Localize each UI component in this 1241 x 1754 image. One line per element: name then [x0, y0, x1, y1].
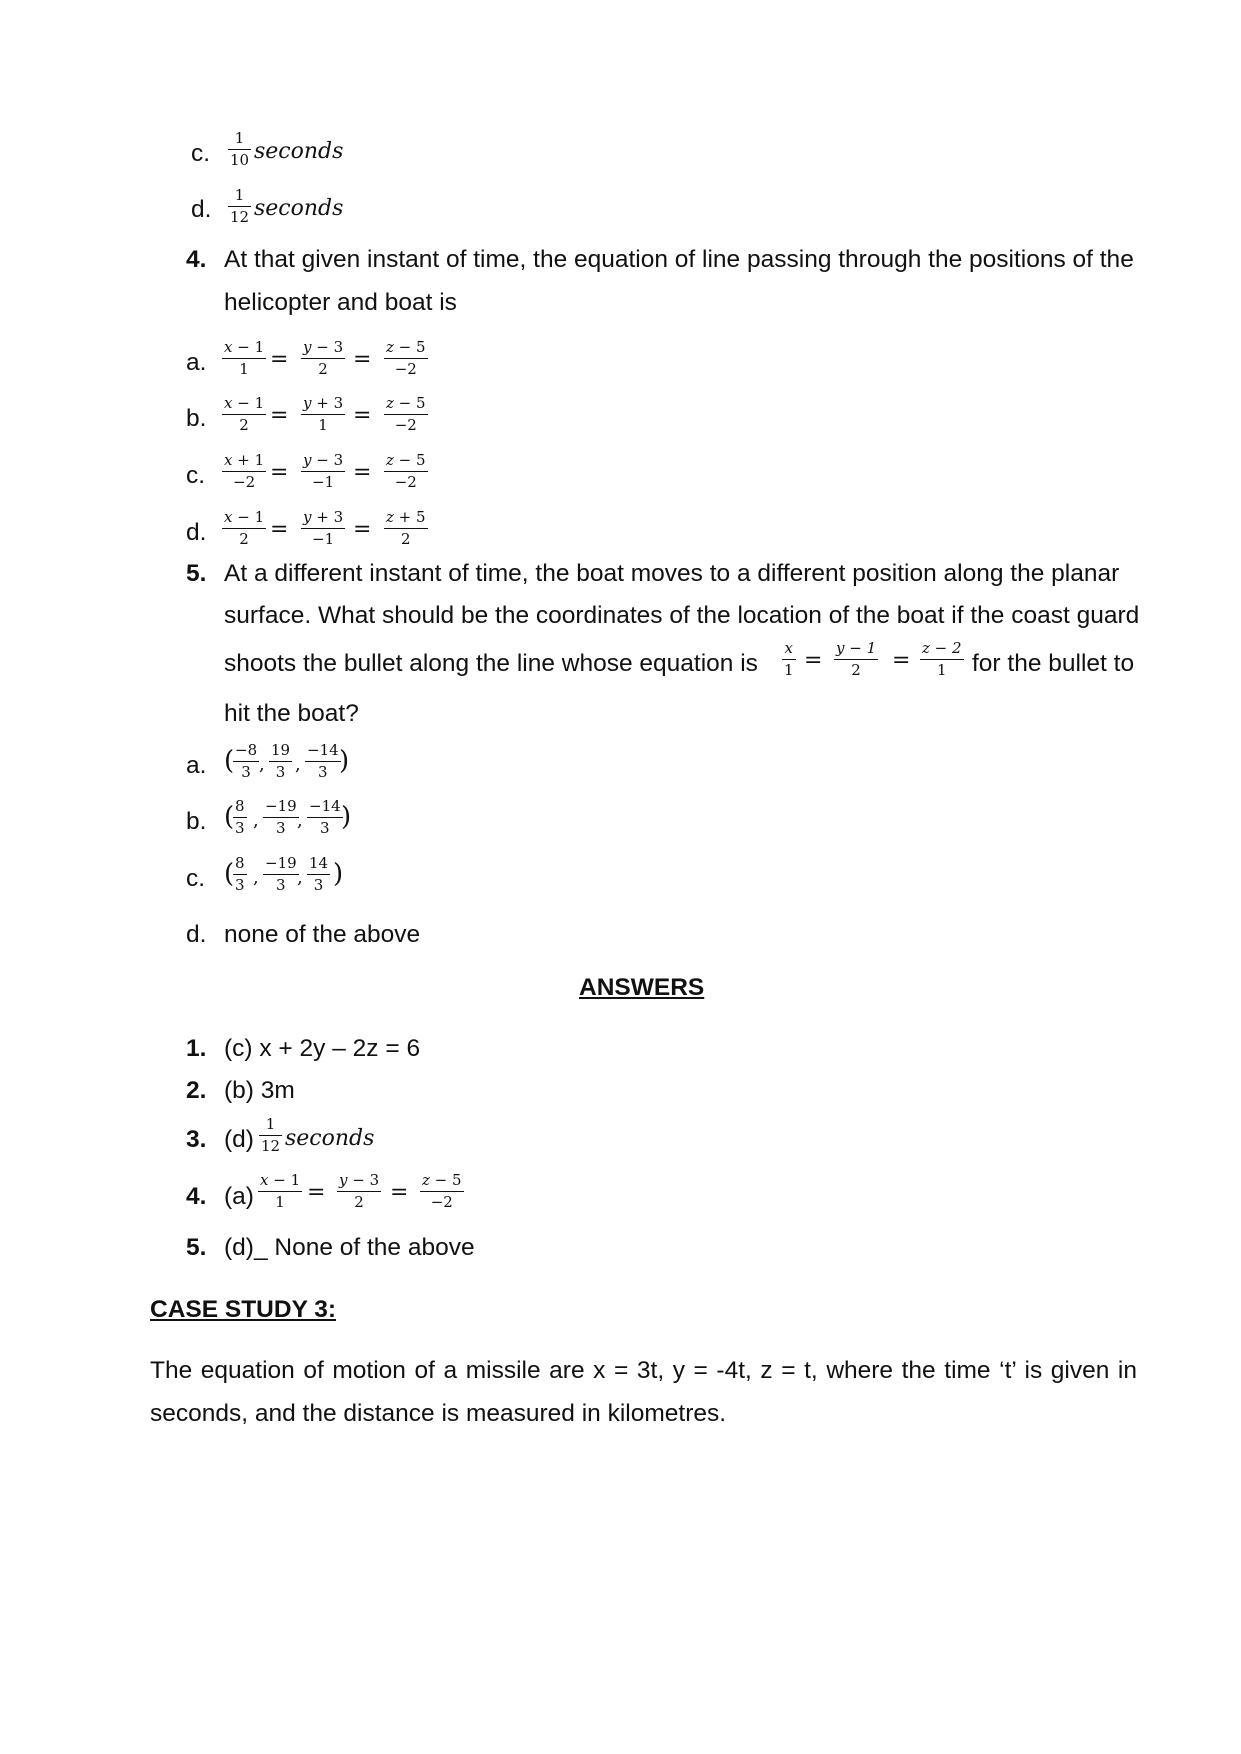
fraction: $\frac{1}{12}$: [230, 186, 250, 226]
fraction: $\frac{x - 1}{1}$: [224, 338, 265, 378]
fraction: $\frac{-14}{3}$: [307, 741, 339, 781]
fraction: $\frac{y - 1}{2}$: [836, 639, 877, 679]
fraction: $\frac{-19}{3}$: [265, 854, 297, 894]
fraction: $\frac{x + 1}{-2}$: [224, 451, 265, 491]
fraction: $\frac{y - 3}{2}$: [303, 338, 344, 378]
fraction: $\frac{-14}{3}$: [309, 797, 341, 837]
fraction: $\frac{x - 1}{2}$: [224, 508, 265, 548]
fraction: $\frac{1}{10}$: [230, 129, 250, 169]
fraction: $\frac{x - 1}{1}$: [260, 1171, 301, 1211]
fraction: $\frac{y - 3}{-1}$: [303, 451, 344, 491]
fraction: $\frac{z - 5}{-2}$: [422, 1171, 462, 1211]
case-study-paragraph: The equation of motion of a missile are x = 3t, y = -4t, z = t, where the time ‘t’ is given in seconds, and the distance is measured in kilometres.: [150, 1357, 1137, 1427]
fraction: $\frac{y + 3}{-1}$: [303, 508, 344, 548]
fraction: $\frac{-8}{3}$: [235, 741, 258, 781]
fraction: $\frac{19}{3}$: [271, 741, 291, 781]
fraction: $\frac{8}{3}$: [235, 854, 245, 894]
case-study-heading: CASE STUDY 3:: [150, 1296, 337, 1323]
fraction: $\frac{14}{3}$: [309, 854, 329, 894]
fraction: $\frac{z + 5}{2}$: [386, 508, 426, 548]
fraction: $\frac{z - 5}{-2}$: [386, 394, 426, 434]
answers-heading: ANSWERS: [579, 974, 705, 1001]
fraction: $\frac{8}{3}$: [235, 797, 245, 837]
fraction: $\frac{z - 5}{-2}$: [386, 451, 426, 491]
fraction: $\frac{x - 1}{2}$: [224, 394, 265, 434]
fraction: $\frac{y + 3}{1}$: [303, 394, 344, 434]
fraction: $\frac{-19}{3}$: [265, 797, 297, 837]
fraction: $\frac{x}{1}$: [784, 639, 794, 679]
fraction: $\frac{y - 3}{2}$: [339, 1171, 380, 1211]
fraction: $\frac{1}{12}$: [261, 1115, 281, 1155]
fraction: $\frac{z - 5}{-2}$: [386, 338, 426, 378]
fraction: $\frac{z - 2}{1}$: [922, 639, 962, 679]
